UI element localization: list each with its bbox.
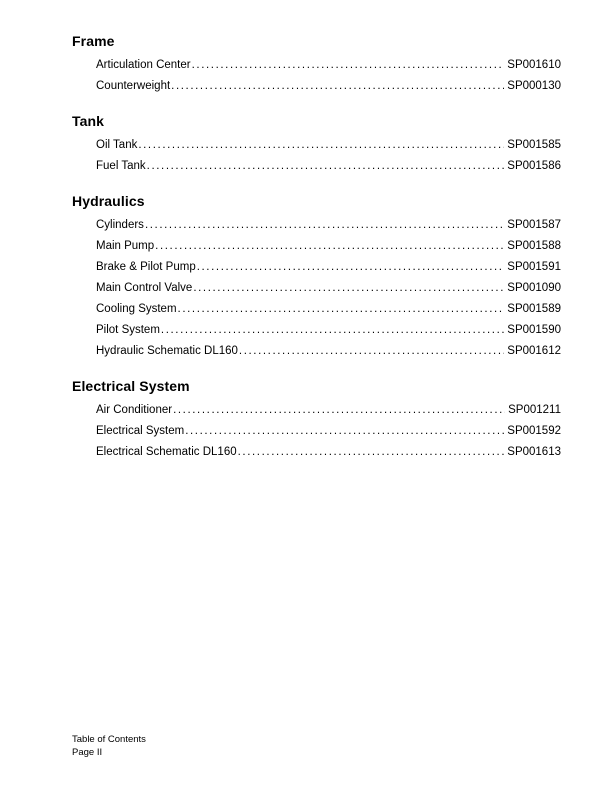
toc-entry — [72, 278, 561, 299]
toc-leader-dots — [178, 299, 505, 320]
toc-leader-dots — [138, 135, 504, 156]
toc-entry — [72, 299, 561, 320]
toc-entry-title: Articulation Center — [96, 59, 191, 71]
toc-leader-dots — [185, 421, 504, 442]
section-heading: Hydraulics — [72, 193, 145, 209]
toc-entry-code: SP001591 — [507, 261, 561, 273]
toc-entry — [72, 257, 561, 278]
toc-entry-code: SP001211 — [508, 404, 561, 416]
toc-entry — [72, 215, 561, 236]
footer-doc-title: Table of Contents — [72, 734, 146, 745]
toc-section-electrical-system — [72, 378, 561, 463]
toc-entry-title: Fuel Tank — [96, 160, 146, 172]
toc-entry-title: Brake & Pilot Pump — [96, 261, 196, 273]
toc-entry-title: Main Control Valve — [96, 282, 193, 294]
toc-entry-code: SP001612 — [507, 345, 561, 357]
toc-entry-title: Air Conditioner — [96, 404, 173, 416]
toc-leader-dots — [173, 400, 505, 421]
toc-leader-dots — [161, 320, 504, 341]
toc-entry-code: SP001588 — [507, 240, 561, 252]
toc-entry — [72, 236, 561, 257]
toc-leader-dots — [145, 215, 504, 236]
toc-section-frame — [72, 33, 561, 97]
section-heading: Electrical System — [72, 378, 190, 394]
toc-leader-dots — [239, 341, 504, 362]
toc-leader-dots — [192, 55, 505, 76]
toc-entry-title: Cylinders — [96, 219, 144, 231]
toc-entry-code: SP001590 — [507, 324, 561, 336]
toc-entry-code: SP001592 — [507, 425, 561, 437]
toc-entry-code: SP001090 — [507, 282, 561, 294]
toc-entry-code: SP001586 — [507, 160, 561, 172]
toc-section-tank — [72, 113, 561, 177]
toc-entry-code: SP001585 — [507, 139, 561, 151]
toc-leader-dots — [147, 156, 505, 177]
toc-entry-title: Counterweight — [96, 80, 171, 92]
page-footer — [72, 734, 146, 759]
toc-entry-title: Electrical Schematic DL160 — [96, 446, 237, 458]
section-heading: Frame — [72, 33, 115, 49]
toc-entry-title: Main Pump — [96, 240, 155, 252]
toc-leader-dots — [193, 278, 504, 299]
toc-entry — [72, 320, 561, 341]
toc-entry-title: Hydraulic Schematic DL160 — [96, 345, 238, 357]
toc-leader-dots — [197, 257, 505, 278]
toc-entry — [72, 341, 561, 362]
toc-leader-dots — [171, 76, 504, 97]
section-heading: Tank — [72, 113, 105, 129]
toc-entry-title: Pilot System — [96, 324, 160, 336]
toc-entry-code: SP001589 — [507, 303, 561, 315]
toc-entry-title: Oil Tank — [96, 139, 138, 151]
toc-entry — [72, 135, 561, 156]
toc-entry-code: SP001610 — [507, 59, 561, 71]
toc-entry-title: Electrical System — [96, 425, 185, 437]
toc-entry-code: SP000130 — [507, 80, 561, 92]
toc-entry — [72, 442, 561, 463]
footer-page-number: Page II — [72, 746, 103, 758]
toc-entry — [72, 400, 561, 421]
toc-entry — [72, 55, 561, 76]
toc-entry — [72, 76, 561, 97]
toc-entry — [72, 421, 561, 442]
toc-entry — [72, 156, 561, 177]
toc-entry-code: SP001587 — [507, 219, 561, 231]
toc-entry-title: Cooling System — [96, 303, 177, 315]
toc-entry-code: SP001613 — [507, 446, 561, 458]
toc-leader-dots — [155, 236, 504, 257]
toc-leader-dots — [238, 442, 505, 463]
toc-section-hydraulics — [72, 193, 561, 362]
